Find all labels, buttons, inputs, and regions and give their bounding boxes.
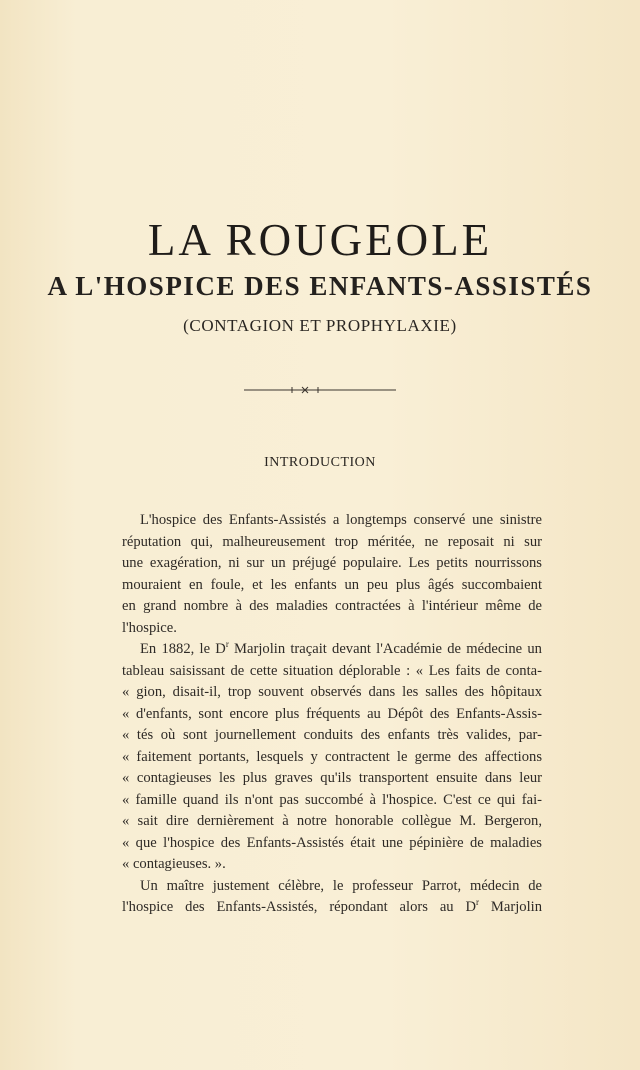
main-title: LA ROUGEOLE [147,215,493,265]
text-line: « gion, disait-il, trop souvent observés dans les salles des hôpitaux [122,684,542,700]
superscript: r [225,639,229,650]
body-text [122,510,542,919]
text-line [122,639,542,661]
text-segment: Marjolin [479,899,542,915]
text-segment: En 1882, le D [140,641,226,657]
text-segment: Marjolin traçait devant l'Académie de médecine un [228,641,542,657]
ornament-divider-icon [244,385,396,395]
text-line: « tés où sont journellement conduits des enfants très valides, par- [122,727,542,743]
section-heading: INTRODUCTION [264,455,376,470]
text-line: une exagération, ni sur un préjugé populaire. Les petits nourrissons [122,555,542,571]
text-line: mouraient en foule, et les enfants un peu plus âgés succombaient [122,576,542,593]
superscript: r [476,897,480,908]
text-line: « que l'hospice des Enfants-Assistés était une pépinière de maladies [122,834,542,851]
text-line: tableau saisissant de cette situation déplorable : « Les faits de conta- [122,662,542,679]
text-line: « sait dire dernièrement à notre honorable collègue M. Bergeron, [122,813,542,829]
text-line: « faitement portants, lesquels y contractent le germe des affections [122,748,542,765]
text-line: réputation qui, malheureusement trop méritée, ne reposait ni sur [122,533,542,550]
subtitle-parenthetical: (CONTAGION ET PROPHYLAXIE) [183,316,457,335]
text-line: l'hospice. [122,619,177,636]
text-segment: l'hospice des Enfants-Assistés, répondant alors au D [122,899,477,915]
text-line: L'hospice des Enfants-Assistés a longtemps conservé une sinistre [140,512,542,528]
text-line: « contagieuses. ». [122,856,226,872]
text-line [122,897,542,919]
text-line: « d'enfants, sont encore plus fréquents au Dépôt des Enfants-Assis- [122,705,542,722]
text-line: « contagieuses les plus graves qu'ils transportent ensuite dans leur [122,770,542,786]
text-line: en grand nombre à des maladies contractées à l'intérieur même de [122,598,542,614]
text-line: Un maître justement célèbre, le professeur Parrot, médecin de [140,877,542,894]
text-line: « famille quand ils n'ont pas succombé à l'hospice. C'est ce qui fai- [122,791,542,808]
subtitle: A L'HOSPICE DES ENFANTS-ASSISTÉS [47,271,593,301]
